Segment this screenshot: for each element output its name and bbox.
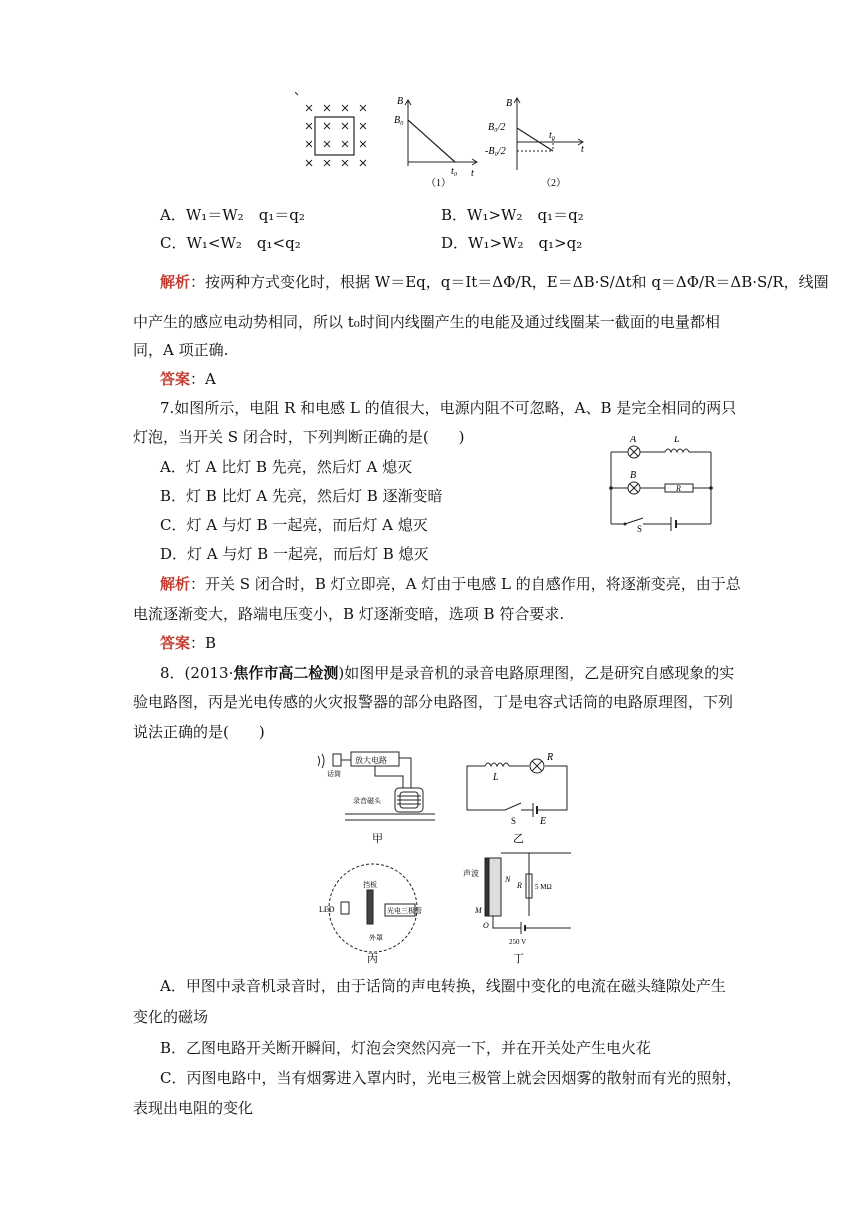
q8-stem-line1 [160, 663, 734, 683]
graph2-caption: （2） [541, 178, 566, 189]
yi-label-s: S [511, 816, 517, 826]
ding-volt-label: 250 V [509, 938, 527, 946]
graph2-t0-label: t₀ [549, 130, 556, 141]
q8-stem-prefix: 8．(2013· [160, 664, 234, 682]
q8-option-c-line2: 表现出电阻的变化 [133, 1099, 254, 1117]
q6-figure [295, 92, 595, 196]
q6-analysis-label: 解析 [160, 273, 191, 291]
q7-answer-value: ：B [190, 634, 217, 652]
graph2-bottom-label: -B₀/2 [485, 146, 506, 157]
q7-circuit [603, 436, 719, 532]
ding-n-label: N [505, 875, 511, 884]
fig-yi [467, 759, 567, 817]
yi-label-e: E [540, 816, 547, 827]
q7-label-r: R [676, 484, 681, 493]
q7-label-b: B [630, 470, 637, 481]
q6-answer [160, 369, 216, 389]
q6-analysis-line3: 同，A 项正确. [133, 341, 229, 359]
q7-option-c: C．灯 A 与灯 B 一起亮，而后灯 A 熄灭 [160, 516, 428, 534]
bing-plate-label: 挡板 [363, 881, 377, 889]
q6-option-c: C．W₁<W₂ q₁<q₂ [160, 234, 301, 252]
q6-answer-value: ：A [190, 370, 216, 388]
q7-label-a: A [630, 436, 637, 445]
q8-option-b: B．乙图电路开关断开瞬间，灯泡会突然闪亮一下，并在开关处产生电火花 [160, 1039, 652, 1057]
ding-o-label: O [483, 921, 489, 930]
ding-r-label: R [517, 881, 522, 890]
q6-analysis-line1 [160, 272, 829, 292]
bing-photo-label: 光电三极管 [387, 907, 422, 915]
q7-lamp-a [628, 446, 640, 458]
q8-option-a-line2: 变化的磁场 [133, 1008, 209, 1026]
graph2-top-label: B₀/2 [488, 122, 506, 133]
graph1-caption: （1） [426, 178, 451, 189]
q8-option-a-line1: A．甲图中录音机录音时，由于话筒的声电转换，线圈中变化的电流在磁头缝隙处产生 [160, 977, 726, 995]
q8-figures [315, 748, 575, 966]
q7-option-d: D．灯 A 与灯 B 一起亮，而后灯 B 熄灭 [160, 545, 429, 563]
q6-analysis-text1: ：按两种方式变化时，根据 W＝Eq，q＝It＝ΔΦ/R，E＝ΔB·S/Δt和 q＝ΔΦ/R＝ΔB·S/R，线圈 [190, 273, 829, 291]
bing-caption: 丙 [367, 953, 378, 965]
q6-option-d: D．W₁>W₂ q₁>q₂ [441, 234, 583, 252]
jia-caption: 甲 [372, 833, 383, 845]
q7-analysis-line1 [160, 574, 741, 594]
q8-option-c-line1: C．丙图电路中，当有烟雾进入罩内时，光电三极管上就会因烟雾的散射而有光的照射， [160, 1069, 742, 1087]
graph1-x-label: t [471, 168, 474, 179]
q8-stem-rest: )如图甲是录音机的录音电路原理图，乙是研究自感现象的实 [338, 664, 735, 682]
fig-ding [485, 853, 571, 934]
ding-res-label: 5 MΩ [535, 883, 552, 891]
q8-stem-line3: 说法正确的是( ) [133, 723, 265, 741]
q7-analysis-text1: ：开关 S 闭合时，B 灯立即亮，A 灯由于电感 L 的自感作用，将逐渐变亮，由于总 [190, 575, 741, 593]
graph-1 [405, 100, 477, 166]
q6-answer-label: 答案 [160, 370, 191, 388]
q7-analysis-line2: 电流逐渐变大，路端电压变小，B 灯逐渐变暗，选项 B 符合要求. [133, 605, 565, 623]
jia-head-label: 录音磁头 [353, 797, 381, 805]
q7-answer-label: 答案 [160, 634, 191, 652]
bing-cover-label: 外罩 [369, 934, 383, 942]
q8-stem-line2: 验电路图，丙是光电传感的火灾报警器的部分电路图，丁是电容式话筒的电路原理图，下列 [133, 693, 734, 711]
q7-label-s: S [637, 524, 643, 532]
bing-led-label: LED [319, 905, 335, 914]
jia-mic-label: 话筒 [327, 770, 341, 778]
ding-sound-label: 声波 [463, 869, 479, 878]
yi-label-l: L [493, 772, 499, 783]
graph2-x-label: t [581, 144, 584, 155]
q6-analysis-line2: 中产生的感应电动势相同，所以 t₀时间内线圈产生的电能及通过线圈某一截面的电量都相 [133, 313, 720, 331]
q7-option-a: A．灯 A 比灯 B 先亮，然后灯 A 熄灭 [160, 458, 413, 476]
q7-label-l: L [674, 436, 680, 445]
graph1-y-label: B [397, 96, 404, 107]
yi-label-r: R [547, 752, 554, 763]
coil-square [315, 117, 354, 155]
q6-option-b: B．W₁>W₂ q₁＝q₂ [441, 206, 584, 224]
q7-answer [160, 633, 216, 653]
graph2-y-label: B [506, 98, 513, 109]
q7-stem-line1: 7.如图所示，电阻 R 和电感 L 的值很大，电源内阻不可忽略，A、B 是完全相同的两只 [160, 399, 737, 417]
yi-caption: 乙 [513, 833, 524, 845]
graph1-b0-label: B₀ [394, 115, 404, 126]
q7-stem-line2: 灯泡，当开关 S 闭合时，下列判断正确的是( ) [133, 428, 465, 446]
ding-m-label: M [475, 906, 482, 915]
graph1-t0-label: t₀ [451, 166, 458, 177]
q7-option-b: B．灯 B 比灯 A 先亮，然后灯 B 逐渐变暗 [160, 487, 443, 505]
ding-caption: 丁 [513, 953, 524, 965]
q8-stem-source: 焦作市高二检测 [233, 664, 339, 682]
q7-lamp-b [628, 482, 640, 494]
q7-analysis-label: 解析 [160, 575, 191, 593]
q6-option-a: A．W₁＝W₂ q₁＝q₂ [160, 206, 305, 224]
jia-amp-label: 放大电路 [355, 756, 387, 765]
